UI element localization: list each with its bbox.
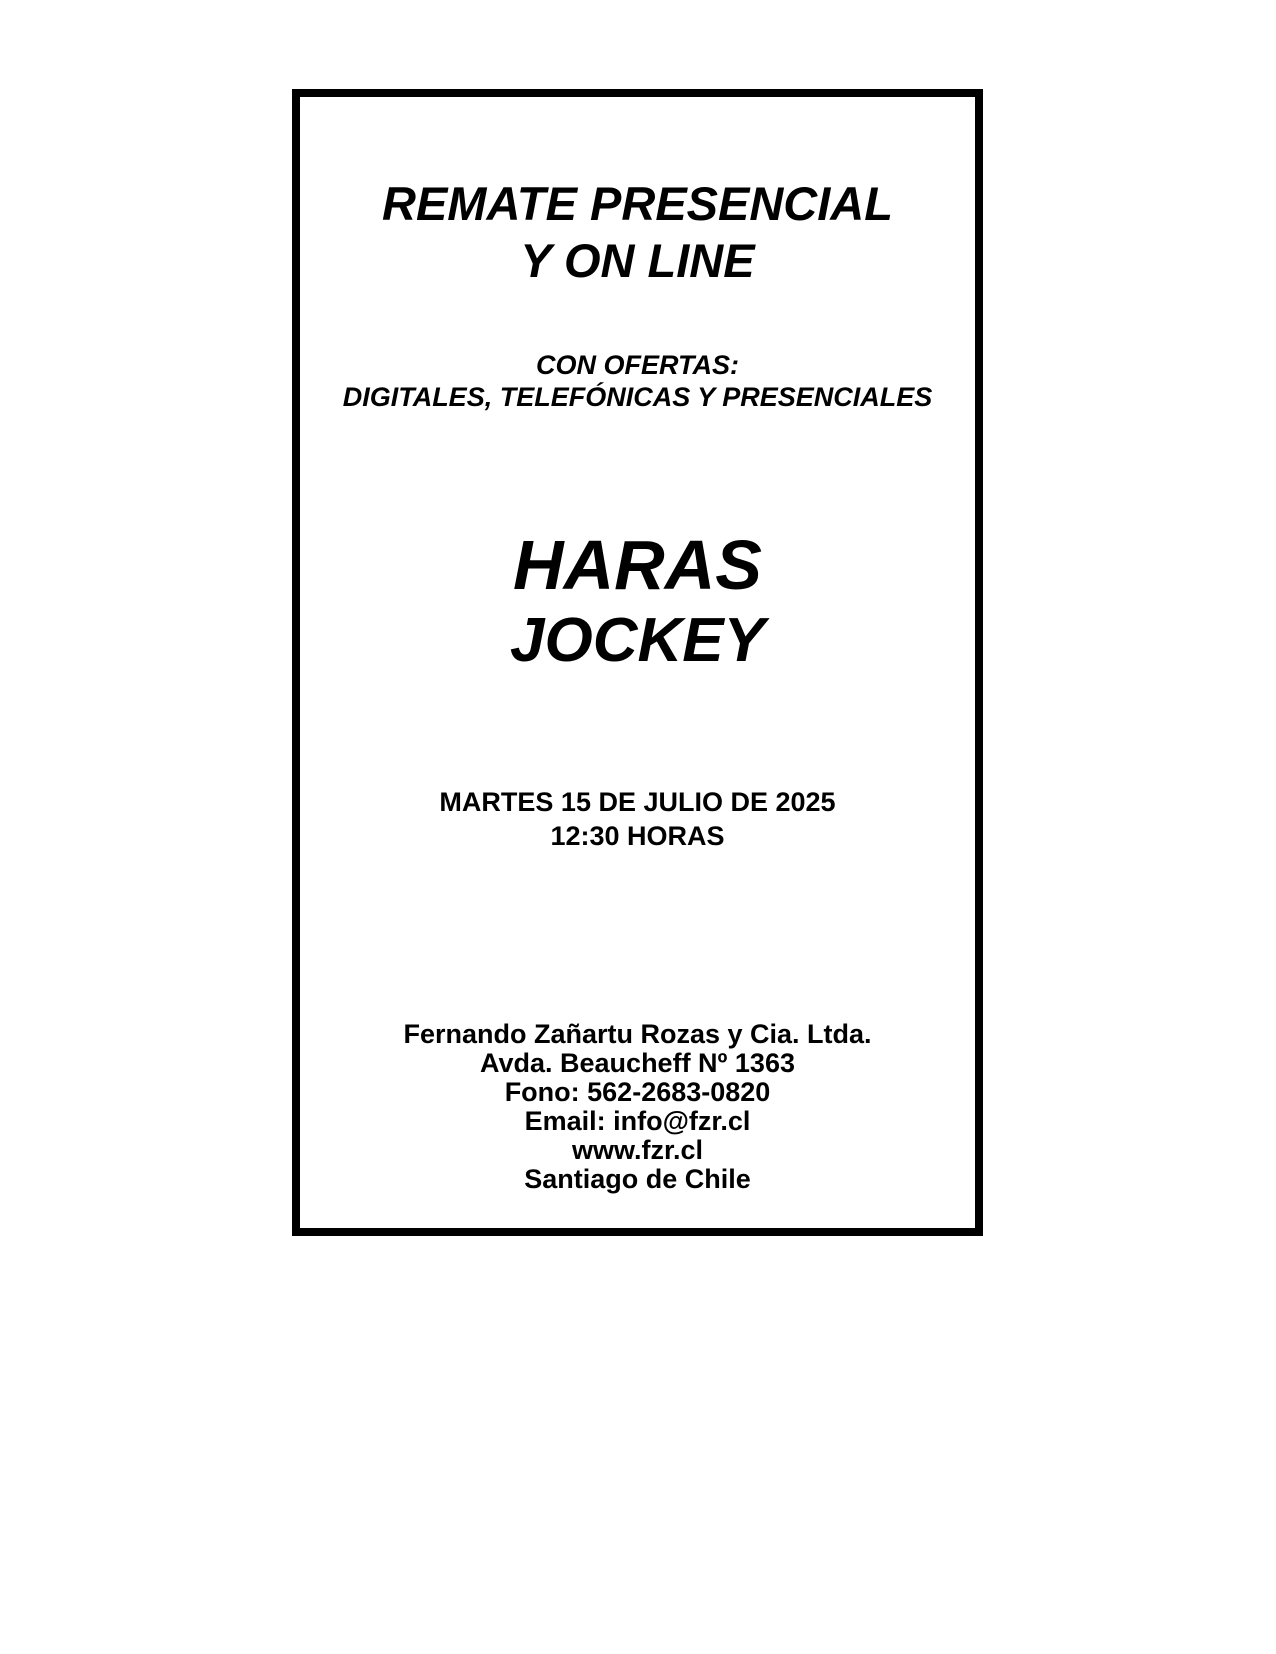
auction-title-line1: REMATE PRESENCIAL xyxy=(382,177,893,230)
company-website: www.fzr.cl xyxy=(571,1135,704,1165)
auction-title-line2: Y ON LINE xyxy=(520,234,755,287)
company-address: Avda. Beaucheff Nº 1363 xyxy=(480,1048,795,1078)
auction-time: 12:30 HORAS xyxy=(550,821,725,851)
auction-date: MARTES 15 DE JULIO DE 2025 xyxy=(439,787,836,817)
event-name-line2: JOCKEY xyxy=(510,606,765,675)
company-name: Fernando Zañartu Rozas y Cia. Ltda. xyxy=(403,1019,872,1049)
offers-types: DIGITALES, TELEFÓNICAS Y PRESENCIALES xyxy=(342,382,933,412)
company-phone: Fono: 562-2683-0820 xyxy=(504,1077,771,1107)
event-name-line1: HARAS xyxy=(513,526,762,604)
company-email: Email: info@fzr.cl xyxy=(524,1106,751,1136)
company-city: Santiago de Chile xyxy=(524,1164,751,1194)
offers-heading: CON OFERTAS: xyxy=(535,350,739,380)
